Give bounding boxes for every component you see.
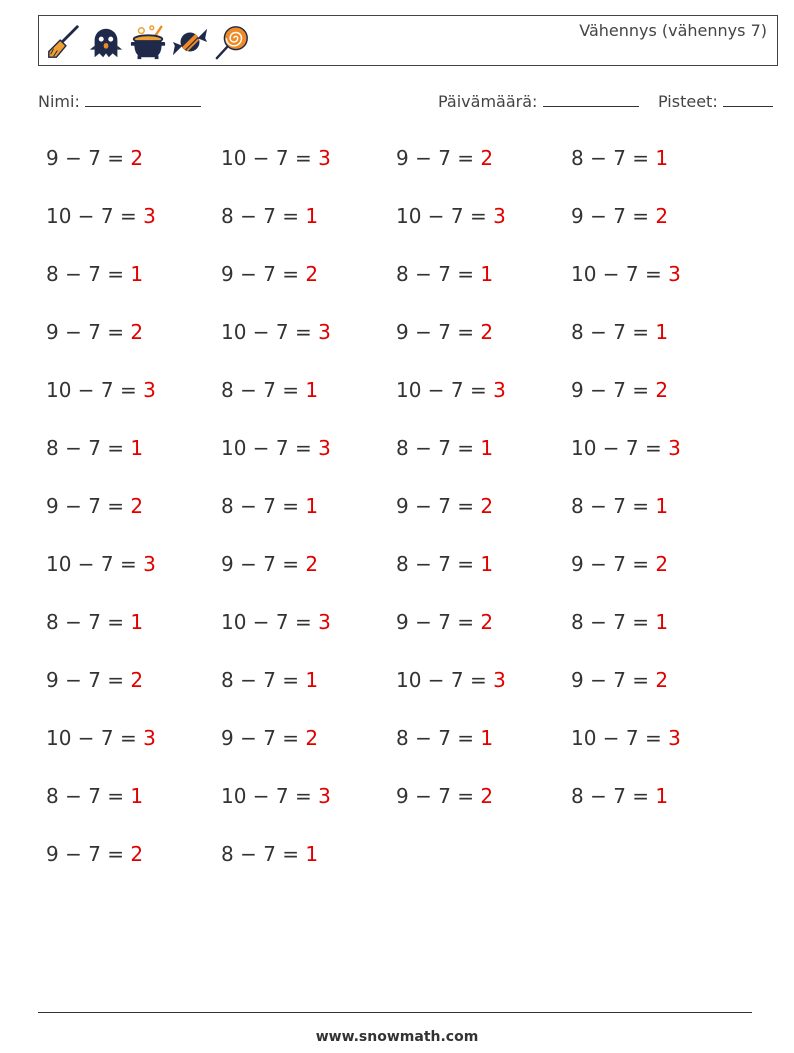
- ghost-icon: [87, 22, 125, 62]
- problem-item: [571, 378, 668, 402]
- icon-strip: [45, 22, 251, 62]
- problem-item: [46, 784, 143, 808]
- problem-answer: 2: [305, 262, 319, 286]
- score-label: Pisteet:: [658, 92, 718, 111]
- problem-answer: 1: [480, 262, 494, 286]
- problem-question: 10 − 7 =: [571, 726, 662, 750]
- problem-answer: 1: [305, 668, 319, 692]
- date-line: [543, 92, 639, 107]
- problem-question: 8 − 7 =: [571, 320, 650, 344]
- date-label: Päivämäärä:: [438, 92, 538, 111]
- problem-item: [221, 842, 318, 866]
- problem-item: [571, 204, 668, 228]
- problem-answer: 3: [668, 436, 681, 460]
- problem-question: 10 − 7 =: [396, 378, 487, 402]
- problem-answer: 3: [493, 668, 506, 692]
- problem-answer: 2: [130, 146, 144, 170]
- problem-item: [571, 494, 668, 518]
- problem-item: [396, 552, 493, 576]
- problem-question: 9 − 7 =: [396, 494, 475, 518]
- problem-question: 10 − 7 =: [46, 552, 137, 576]
- problem-question: 8 − 7 =: [396, 262, 475, 286]
- problem-question: 10 − 7 =: [221, 146, 312, 170]
- problem-item: [571, 784, 668, 808]
- problem-item: [46, 494, 143, 518]
- problem-item: [46, 262, 143, 286]
- problem-answer: 2: [655, 552, 669, 576]
- problem-question: 10 − 7 =: [221, 610, 312, 634]
- problem-answer: 3: [143, 204, 156, 228]
- problem-answer: 1: [130, 262, 144, 286]
- problem-answer: 2: [480, 146, 494, 170]
- problem-question: 8 − 7 =: [396, 436, 475, 460]
- problem-question: 10 − 7 =: [46, 726, 137, 750]
- problem-question: 9 − 7 =: [571, 204, 650, 228]
- problem-answer: 1: [305, 378, 319, 402]
- problem-answer: 1: [655, 146, 669, 170]
- problem-item: [221, 146, 331, 170]
- problem-question: 9 − 7 =: [396, 784, 475, 808]
- problem-item: [221, 320, 331, 344]
- problem-item: [221, 494, 318, 518]
- problem-item: [396, 378, 506, 402]
- problem-answer: 1: [305, 842, 319, 866]
- problem-answer: 3: [668, 262, 681, 286]
- problem-item: [46, 668, 143, 692]
- problem-item: [571, 146, 668, 170]
- problem-question: 9 − 7 =: [396, 610, 475, 634]
- wrapped-candy-icon: [171, 22, 209, 62]
- problem-item: [396, 436, 493, 460]
- problem-question: 10 − 7 =: [221, 436, 312, 460]
- worksheet-title: Vähennys (vähennys 7): [579, 21, 767, 40]
- problem-question: 8 − 7 =: [46, 262, 125, 286]
- problem-answer: 1: [655, 784, 669, 808]
- problem-item: [46, 610, 143, 634]
- problem-question: 8 − 7 =: [571, 610, 650, 634]
- problem-item: [571, 668, 668, 692]
- score-line: [723, 92, 773, 107]
- problem-question: 10 − 7 =: [221, 784, 312, 808]
- problem-item: [396, 146, 493, 170]
- name-label: Nimi:: [38, 92, 80, 111]
- problem-item: [396, 262, 493, 286]
- problem-answer: 1: [305, 494, 319, 518]
- problem-item: [396, 610, 493, 634]
- problem-item: [46, 204, 156, 228]
- problem-answer: 2: [305, 552, 319, 576]
- problem-item: [46, 320, 143, 344]
- problem-item: [571, 726, 681, 750]
- problem-item: [571, 320, 668, 344]
- problem-answer: 3: [143, 378, 156, 402]
- problem-item: [46, 378, 156, 402]
- problem-answer: 3: [318, 320, 331, 344]
- problem-question: 9 − 7 =: [571, 378, 650, 402]
- worksheet-header: [38, 15, 778, 66]
- problem-answer: 3: [143, 726, 156, 750]
- problem-question: 9 − 7 =: [221, 262, 300, 286]
- problem-item: [571, 262, 681, 286]
- problem-question: 9 − 7 =: [46, 494, 125, 518]
- problem-item: [46, 436, 143, 460]
- date-field: [438, 92, 639, 111]
- problem-question: 10 − 7 =: [571, 436, 662, 460]
- problem-item: [571, 610, 668, 634]
- lollipop-icon: [213, 22, 251, 62]
- problem-answer: 1: [480, 436, 494, 460]
- problem-question: 8 − 7 =: [571, 494, 650, 518]
- problem-item: [396, 784, 493, 808]
- problem-question: 9 − 7 =: [221, 726, 300, 750]
- cauldron-icon: [129, 22, 167, 62]
- name-line: [85, 92, 201, 107]
- problem-answer: 2: [480, 784, 494, 808]
- score-field: [658, 92, 773, 111]
- problem-question: 9 − 7 =: [46, 842, 125, 866]
- problem-item: [396, 320, 493, 344]
- problem-answer: 1: [480, 552, 494, 576]
- problem-item: [46, 146, 143, 170]
- footer-divider: [38, 1012, 752, 1013]
- problem-answer: 2: [130, 320, 144, 344]
- problem-question: 8 − 7 =: [396, 552, 475, 576]
- problem-question: 8 − 7 =: [221, 842, 300, 866]
- problem-question: 9 − 7 =: [571, 552, 650, 576]
- problem-answer: 1: [305, 204, 319, 228]
- problem-item: [396, 726, 493, 750]
- problem-item: [221, 784, 331, 808]
- problem-question: 8 − 7 =: [221, 668, 300, 692]
- problem-answer: 3: [668, 726, 681, 750]
- problem-item: [221, 262, 318, 286]
- problem-item: [221, 436, 331, 460]
- problem-answer: 2: [130, 842, 144, 866]
- problem-question: 10 − 7 =: [396, 668, 487, 692]
- name-field: [38, 92, 201, 111]
- problem-answer: 3: [318, 610, 331, 634]
- problem-answer: 1: [130, 610, 144, 634]
- problem-question: 8 − 7 =: [46, 784, 125, 808]
- problem-answer: 3: [318, 436, 331, 460]
- problem-answer: 3: [493, 378, 506, 402]
- problem-answer: 1: [655, 610, 669, 634]
- problem-question: 9 − 7 =: [221, 552, 300, 576]
- problem-answer: 2: [305, 726, 319, 750]
- problem-question: 9 − 7 =: [46, 320, 125, 344]
- problem-question: 10 − 7 =: [396, 204, 487, 228]
- problem-item: [396, 668, 506, 692]
- problem-answer: 2: [480, 494, 494, 518]
- problem-question: 9 − 7 =: [46, 146, 125, 170]
- problem-item: [221, 378, 318, 402]
- problem-item: [221, 204, 318, 228]
- problem-answer: 2: [655, 204, 669, 228]
- problem-answer: 2: [480, 610, 494, 634]
- problem-question: 8 − 7 =: [571, 784, 650, 808]
- problem-question: 9 − 7 =: [396, 320, 475, 344]
- problem-question: 8 − 7 =: [571, 146, 650, 170]
- problem-answer: 2: [130, 494, 144, 518]
- problem-item: [221, 668, 318, 692]
- footer-url: www.snowmath.com: [315, 1029, 479, 1045]
- problem-item: [571, 436, 681, 460]
- problem-answer: 3: [318, 146, 331, 170]
- problem-answer: 3: [318, 784, 331, 808]
- problem-item: [46, 842, 143, 866]
- problem-answer: 2: [655, 378, 669, 402]
- broom-icon: [45, 22, 83, 62]
- problem-answer: 2: [480, 320, 494, 344]
- problem-answer: 1: [655, 494, 669, 518]
- problem-question: 10 − 7 =: [46, 378, 137, 402]
- problem-answer: 1: [130, 436, 144, 460]
- problem-question: 10 − 7 =: [571, 262, 662, 286]
- problem-item: [221, 552, 318, 576]
- problem-answer: 2: [655, 668, 669, 692]
- problem-item: [221, 726, 318, 750]
- problem-question: 9 − 7 =: [46, 668, 125, 692]
- problem-question: 8 − 7 =: [221, 494, 300, 518]
- problem-question: 8 − 7 =: [221, 378, 300, 402]
- problem-question: 9 − 7 =: [571, 668, 650, 692]
- problem-question: 10 − 7 =: [221, 320, 312, 344]
- problem-question: 8 − 7 =: [221, 204, 300, 228]
- problem-question: 9 − 7 =: [396, 146, 475, 170]
- problem-answer: 1: [480, 726, 494, 750]
- problem-question: 10 − 7 =: [46, 204, 137, 228]
- problem-answer: 1: [655, 320, 669, 344]
- problem-item: [46, 726, 156, 750]
- problem-item: [46, 552, 156, 576]
- problem-item: [396, 204, 506, 228]
- problem-answer: 2: [130, 668, 144, 692]
- problem-question: 8 − 7 =: [46, 610, 125, 634]
- problem-item: [571, 552, 668, 576]
- problem-question: 8 − 7 =: [46, 436, 125, 460]
- problem-answer: 1: [130, 784, 144, 808]
- problem-question: 8 − 7 =: [396, 726, 475, 750]
- problem-item: [396, 494, 493, 518]
- problem-item: [221, 610, 331, 634]
- problem-answer: 3: [493, 204, 506, 228]
- problem-answer: 3: [143, 552, 156, 576]
